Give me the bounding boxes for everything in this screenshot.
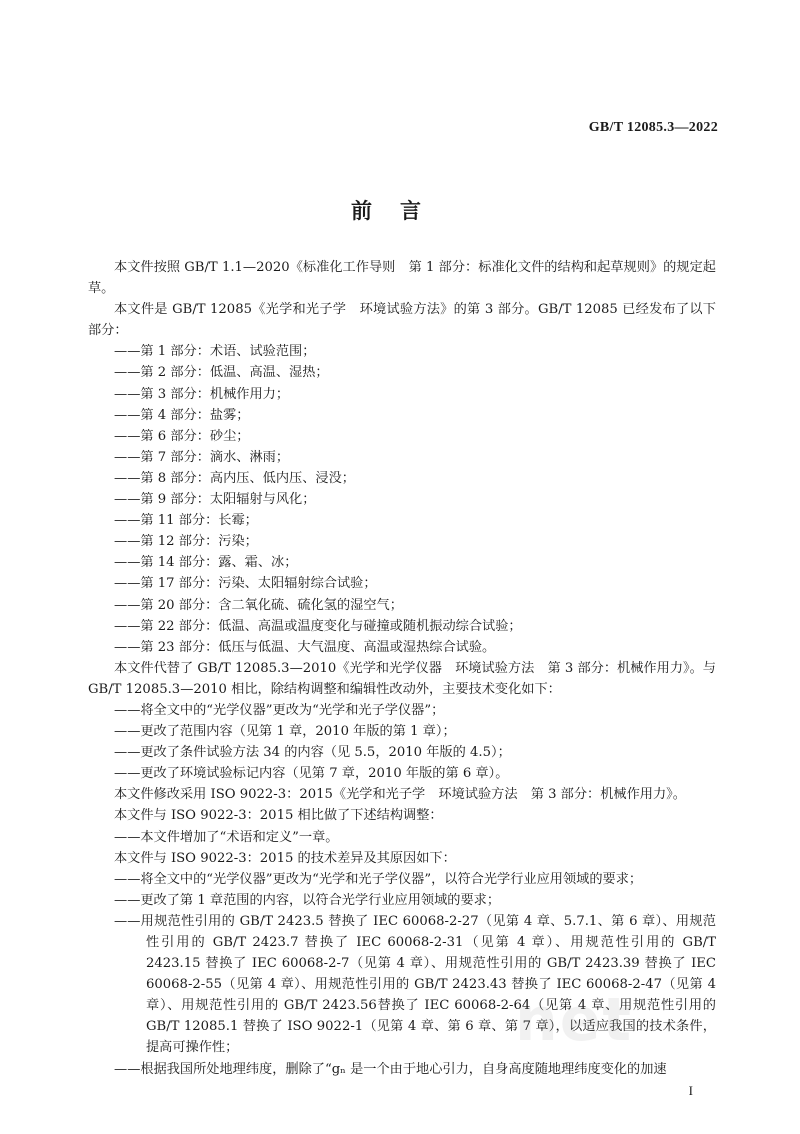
diffs-list <box>88 869 716 911</box>
structure-list <box>88 827 716 848</box>
parts-list <box>88 341 716 657</box>
list-item: ——将全文中的“光学仪器”更改为“光学和光子学仪器”，以符合光学行业应用领域的要求； <box>114 871 643 887</box>
list-item: ——第 8 部分：高内压、低内压、浸没； <box>114 470 355 486</box>
paragraph-replaces: 本文件代替了 GB/T 12085.3—2010《光学和光学仪器 环境试验方法 第 3 部分：机械作用力》。与 GB/T 12085.3—2010 相比，除结构调整和编辑性改动外，主要技术变化如下： <box>88 660 716 697</box>
list-item: ——第 14 部分：露、霜、冰； <box>114 555 298 571</box>
list-item: ——更改了条件试验方法 34 的内容（见 5.5，2010 年版的 4.5）； <box>114 745 511 761</box>
list-item: ——将全文中的“光学仪器”更改为“光学和光子学仪器”； <box>114 702 445 718</box>
list-item: ——第 12 部分：污染； <box>114 534 258 550</box>
list-item: ——更改了第 1 章范围的内容，以符合光学行业应用领域的要求； <box>114 892 501 908</box>
standard-number: GB/T 12085.3—2022 <box>588 120 718 135</box>
list-item: ——第 11 部分：长霉； <box>114 513 258 529</box>
paragraph-drafting-rules: 本文件按照 GB/T 1.1—2020《标准化工作导则 第 1 部分：标准化文件的结构和起草规则》的规定起草。 <box>88 260 716 297</box>
changes-list <box>88 700 716 784</box>
list-item: ——用规范性引用的 GB/T 2423.5 替换了 IEC 60068-2-27（见第 4 章、5.7.1、第 6 章）、用规范性引用的 GB/T 2423.7 替换了 IEC 60068-2-31（见第 4 章）、用规范性引用的 GB/T 2423.15 替换了 IEC 60068-2-7（见第 4 章）、用规范性引用的 GB/T 2423.39 替换了 IEC 60068-2-55（见第 4 章）、用规范性引用的 GB/T 2423.43 替换了 IEC 60068-2-47（见第 4 章）、用规范性引用的 GB/T 2423.56替换了 IEC 60068-2-64（见第 4 章、用规范性引用的 GB/T 12085.1 替换了 ISO 9022-1（见第 4 章、第 6 章、第 7 章），以适应我国的技术条件，提高可操作性； <box>114 913 716 1056</box>
list-item: ——更改了环境试验标记内容（见第 7 章，2010 年版的第 6 章）。 <box>114 766 509 782</box>
list-item: ——第 17 部分：污染、太阳辐射综合试验； <box>114 576 377 592</box>
paragraph-series-intro: 本文件是 GB/T 12085《光学和光子学 环境试验方法》的第 3 部分。GB/T 12085 已经发布了以下部分： <box>88 302 716 339</box>
list-item: ——本文件增加了“术语和定义”一章。 <box>114 829 339 845</box>
list-item: ——根据我国所处地理纬度，删除了“gₙ 是一个由于地心引力，自身高度随地理纬度变化的加速 <box>114 1061 667 1077</box>
list-item: ——第 4 部分：盐雾； <box>114 407 250 423</box>
list-item: ——第 7 部分：滴水、淋雨； <box>114 449 290 465</box>
list-item: ——第 1 部分：术语、试验范围； <box>114 344 316 360</box>
paragraph-tech-diffs: 本文件与 ISO 9022-3：2015 的技术差异及其原因如下： <box>114 850 456 866</box>
list-item: ——第 23 部分：低压与低温、大气温度、高温或湿热综合试验。 <box>114 639 496 655</box>
page-number: I <box>688 1083 693 1098</box>
watermark: net <box>515 985 634 1055</box>
paragraph-structure: 本文件与 ISO 9022-3：2015 相比做了下述结构调整： <box>114 808 443 824</box>
foreword-body <box>88 257 716 1080</box>
list-item: ——第 6 部分：砂尘； <box>114 428 250 444</box>
list-item: ——第 22 部分：低温、高温或温度变化与碰撞或随机振动综合试验； <box>114 618 522 634</box>
paragraph-adoption: 本文件修改采用 ISO 9022-3：2015《光学和光子学 环境试验方法 第 3 部分：机械作用力》。 <box>114 787 686 803</box>
page-title: 前言 <box>351 199 449 223</box>
list-item: ——第 9 部分：太阳辐射与风化； <box>114 492 316 508</box>
list-item: ——第 2 部分：低温、高温、湿热； <box>114 365 329 381</box>
list-item: ——更改了范围内容（见第 1 章，2010 年版的第 1 章）； <box>114 724 456 740</box>
list-item: ——第 3 部分：机械作用力； <box>114 386 290 402</box>
list-item: ——第 20 部分：含二氧化硫、硫化氢的湿空气； <box>114 597 403 613</box>
